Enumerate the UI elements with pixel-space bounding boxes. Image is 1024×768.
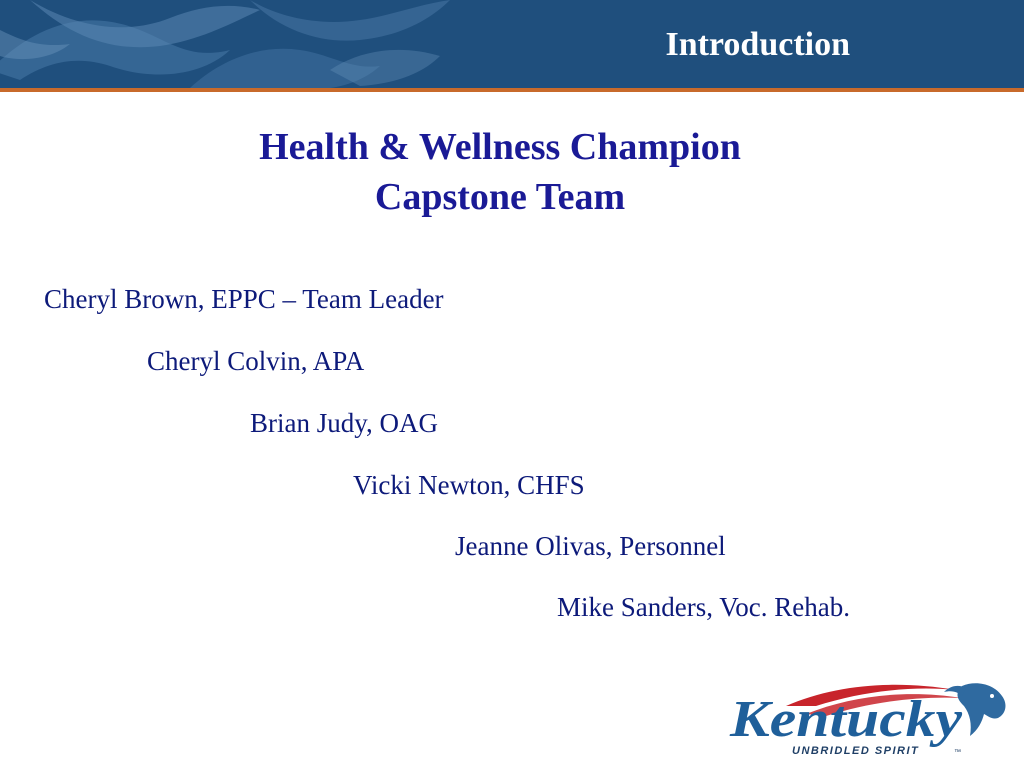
team-member-5: Jeanne Olivas, Personnel — [455, 531, 726, 561]
team-member-1: Cheryl Brown, EPPC – Team Leader — [44, 284, 444, 314]
slide-title — [0, 122, 1000, 222]
team-member-3: Brian Judy, OAG — [250, 408, 438, 438]
team-member-4: Vicki Newton, CHFS — [353, 470, 585, 500]
slide-title-line-2: Capstone Team — [374, 176, 626, 218]
logo-wordmark: Kentucky — [728, 691, 964, 748]
header-title: Introduction — [665, 26, 850, 63]
header-band — [0, 0, 1024, 88]
logo-tagline: UNBRIDLED SPIRIT — [792, 745, 920, 757]
team-member-6: Mike Sanders, Voc. Rehab. — [557, 592, 850, 622]
slide-title-line-1: Health & Wellness Champion — [259, 126, 741, 168]
kentucky-logo — [726, 676, 1016, 762]
logo-trademark: ™ — [954, 749, 961, 756]
decorative-swirl-pattern — [0, 0, 470, 88]
team-member-2: Cheryl Colvin, APA — [147, 346, 365, 376]
header-divider — [0, 88, 1024, 92]
